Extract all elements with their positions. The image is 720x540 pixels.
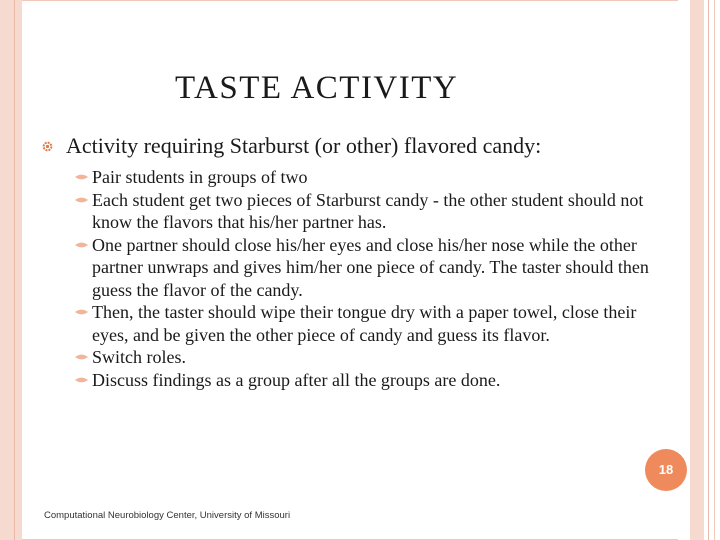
sub-bullet-item — [40, 301, 650, 346]
slide-content — [40, 132, 650, 391]
leaf-bullet-icon — [74, 241, 89, 249]
sub-bullet-item — [40, 369, 650, 392]
sub-bullet-text: Pair students in groups of two — [92, 167, 308, 187]
slide-title: TASTE ACTIVITY — [175, 70, 459, 106]
footer-text: Computational Neurobiology Center, University of Missouri — [44, 510, 291, 521]
gear-bullet-icon — [42, 141, 53, 152]
sub-bullet-text: One partner should close his/her eyes and close his/her nose while the other partner unwraps and gives him/her one piece of candy. The taster should then guess the flavor of the candy. — [92, 234, 649, 300]
main-bullet-item — [40, 132, 650, 160]
leaf-bullet-icon — [74, 308, 89, 316]
sub-bullet-item — [40, 189, 650, 234]
top-frame-line — [22, 0, 678, 1]
sub-bullet-text: Then, the taster should wipe their tongue dry with a paper towel, close their eyes, and be given the other piece of candy and guess its flavor. — [92, 302, 637, 345]
sub-bullet-text: Discuss findings as a group after all the groups are done. — [92, 369, 501, 390]
page-number-badge: 18 — [645, 449, 687, 491]
sub-bullet-item — [40, 234, 650, 302]
leaf-bullet-icon — [74, 196, 89, 204]
sub-bullet-text: Switch roles. — [92, 347, 186, 367]
main-bullet-text: Activity requiring Starburst (or other) flavored candy: — [66, 133, 542, 158]
leaf-bullet-icon — [74, 173, 89, 181]
left-frame-border — [0, 0, 22, 540]
sub-bullet-item — [40, 346, 650, 369]
leaf-bullet-icon — [74, 376, 89, 384]
sub-bullet-text: Each student get two pieces of Starburst candy - the other student should not know the flavors that his/her partner has. — [92, 189, 644, 232]
sub-bullet-list — [40, 166, 650, 391]
leaf-bullet-icon — [74, 353, 89, 361]
sub-bullet-item — [40, 166, 650, 189]
